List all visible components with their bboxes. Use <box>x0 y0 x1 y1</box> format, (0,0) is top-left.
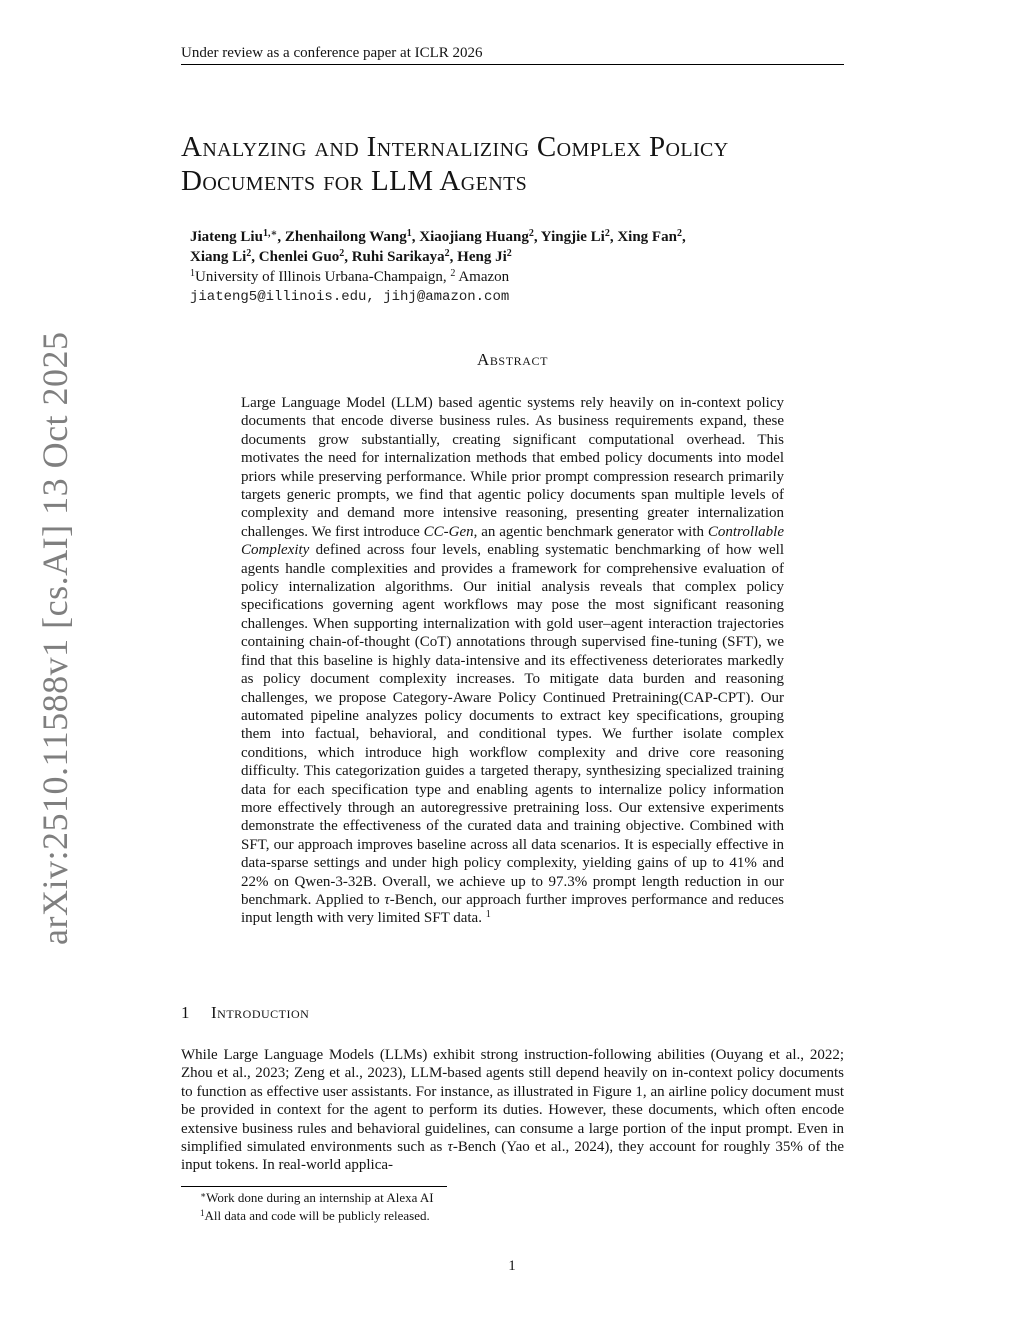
title-line-1: Analyzing and Internalizing Complex Policy <box>181 131 729 163</box>
author-affiliation-mark: 1 <box>406 228 412 239</box>
author-name: Ruhi Sarikaya <box>351 249 445 265</box>
author-name: Yingjie Li <box>540 229 605 245</box>
author-affiliation-mark: 2 <box>604 228 610 239</box>
author-affiliation-mark: 2 <box>246 248 252 259</box>
section-title: Introduction <box>211 1003 310 1022</box>
title-line-2: Documents for LLM Agents <box>181 165 528 197</box>
abstract-controllable-term: Controllable Complexity <box>241 523 784 559</box>
abstract-ccgen-term: CC-Gen <box>423 523 474 540</box>
footnote-mark: ∗ <box>200 1190 207 1200</box>
affiliation-uiuc: University of Illinois Urbana-Champaign, <box>195 269 447 285</box>
affiliation-mark: 1 <box>190 268 195 279</box>
abstract-text <box>241 394 784 928</box>
footnote-ref-link[interactable]: 1 <box>485 909 491 921</box>
affiliation-mark: 2 <box>450 268 456 279</box>
running-head: Under review as a conference paper at ICLR 2026 <box>181 44 844 65</box>
author-name: Jiateng Liu <box>190 229 263 245</box>
paper-title <box>181 130 861 198</box>
abstract-heading: Abstract <box>476 350 549 369</box>
section-heading-introduction <box>181 1003 844 1023</box>
author-emails[interactable]: jiateng5@illinois.edu, jihj@amazon.com <box>190 289 510 305</box>
abstract-text-part: Large Language Model (LLM) based agentic systems rely heavily on in-context policy documents that encode diverse business rules. As business requirements expand, these documents grow substantially, creating significant computational overhead. This motivates the need for internalization methods that embed policy documents into model priors while preserving performance. While prior prompt compression research primarily targets generic prompts, we find that agentic policy documents span multiple levels of complexity and demand more intensive reasoning, presenting greater internalization challenges. We first introduce <box>241 395 784 540</box>
author-affiliation-mark: 2 <box>506 248 512 259</box>
author-names-line-2: Xiang Li$^2$, Chenlei Guo$^2$, Ruhi Sarikaya$^2$, Heng Ji$^2$ <box>190 248 512 265</box>
footnote-mark: 1 <box>200 1208 205 1218</box>
intro-text-part: -Bench (Yao et al., 2024), they account for roughly 35% of the input tokens. In real-world applica- <box>181 1139 844 1174</box>
intro-text-part: While Large Language Models (LLMs) exhibit strong instruction-following abilities (Ouyang et al., 2022; Zhou et al., 2023; Zeng et al., 2023), LLM-based agents still depend heavily on in-context policy documents to function as effective user assistants. For instance, as illustrated in Figure 1, an airline policy document must be provided in context for the agent to perform its duties. However, these documents, which often encode extensive business rules and behavioral guidelines, can consume a large portion of the input prompt. Even in simplified simulated environments such as <box>181 1047 844 1156</box>
abstract-text-part: defined across four levels, enabling systematic benchmarking of how well agents handle complexities and provides a framework for comprehensive evaluation of policy internalization algorithms. Our initial analysis reveals that complex policy specifications governing agent workflows may pose the most significant reasoning challenges. When supporting internalization with gold user–agent interaction trajectories containing chain-of-thought (CoT) annotations through supervised fine-tuning (SFT), we find that this baseline is highly data-intensive and its effectiveness deteriorates markedly as policy document complexity increases. To mitigate data burden and reasoning challenges, we propose Category-Aware Policy Continued Pretraining(CAP-CPT). Our automated pipeline analyzes policy documents to extract key specifications, grouping them into factual, behavioral, and conditional types. We further isolate complex conditions, which introduce high workflow complexity and drive core reasoning difficulty. This categorization guides a targeted therapy, synthesizing specialized training data for each specification type and enabling agents to internalize policy information more effectively through an autoregressive pretraining loss. Our extensive experiments demonstrate the effectiveness of the curated data and training objective. Combined with SFT, our approach improves baseline across all data scenarios. It is especially effective in data-sparse settings and under high policy complexity, yielding gains of up to 41% and 22% on Qwen-3-32B. Overall, we achieve up to 97.3% prompt length reduction in our benchmark. Applied to <box>241 542 784 908</box>
abstract-text-part: -Bench, our approach further improves performance and reduces input length with very limited SFT data. <box>241 891 784 927</box>
footnote-data-release: $^1$All data and code will be publicly released. <box>200 1208 430 1223</box>
page-number: 1 <box>508 1258 516 1274</box>
author-affiliation-mark: 2 <box>528 228 534 239</box>
author-affiliation-mark: 2 <box>444 248 450 259</box>
author-name: Xiang Li <box>190 249 247 265</box>
author-name: Zhenhailong Wang <box>284 229 407 245</box>
affiliations <box>190 267 830 287</box>
section-number: 1 <box>181 1003 190 1022</box>
footnote-divider <box>181 1186 447 1187</box>
abstract-text-part: , an agentic benchmark generator with <box>473 523 708 540</box>
author-name: Heng Ji <box>457 249 507 265</box>
footnotes <box>200 1189 840 1225</box>
footnote-internship: ∗Work done during an internship at Alexa AI <box>200 1190 434 1205</box>
tau-symbol: τ <box>447 1139 453 1156</box>
affiliation-amazon: Amazon <box>458 269 510 285</box>
author-block <box>190 227 830 307</box>
author-affiliation-mark: 2 <box>676 228 682 239</box>
author-affiliation-mark: 2 <box>339 248 345 259</box>
introduction-paragraph <box>181 1046 844 1175</box>
author-name: Xing Fan <box>617 229 677 245</box>
arxiv-identifier-stamp: arXiv:2510.11588v1 [cs.AI] 13 Oct 2025 <box>35 331 75 945</box>
author-affiliation-mark: 1,∗ <box>262 228 278 239</box>
author-name: Chenlei Guo <box>258 249 340 265</box>
author-names-line-1: Jiateng Liu$^{1,∗}$, Zhenhailong Wang$^1$, Xiaojiang Huang$^2$, Yingjie Li$^2$, Xing Fan$^2$, <box>190 228 686 245</box>
tau-symbol: τ <box>384 891 390 908</box>
author-name: Xiaojiang Huang <box>419 229 529 245</box>
